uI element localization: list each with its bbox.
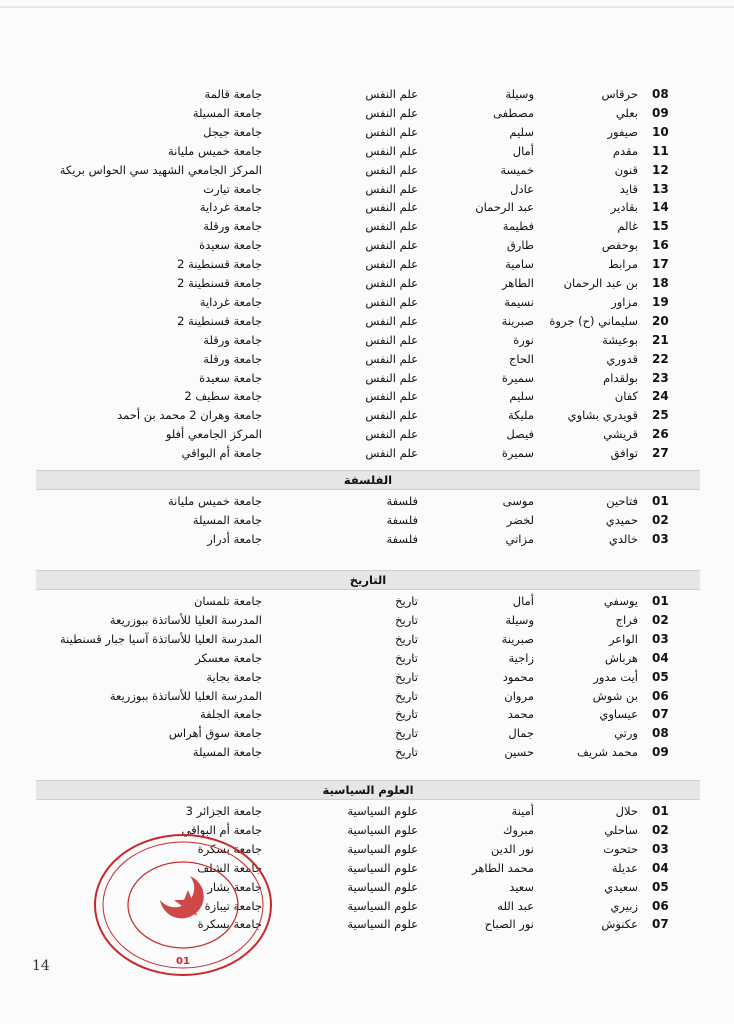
last-name: كفان [614, 389, 638, 404]
last-name: قويدري بشاوي [567, 408, 638, 423]
section-header [36, 570, 700, 590]
first-name: سميرة [501, 370, 534, 385]
stamp-number: 01 [176, 956, 190, 967]
institution: جامعة غرداية [199, 200, 262, 215]
row-number: 09 [652, 105, 669, 120]
list-row [0, 705, 734, 723]
row-number: 09 [652, 745, 669, 760]
first-name: الطاهر [501, 276, 534, 290]
last-name: محمد شريف [576, 745, 638, 760]
last-name: حميدي [605, 512, 638, 527]
first-name: لخضر [506, 512, 534, 527]
last-name: بولقدام [603, 370, 638, 385]
first-name: نورة [513, 332, 534, 347]
last-name: بن عبد الرحمان [563, 276, 638, 290]
section-title: العلوم السياسية [322, 783, 414, 797]
first-name: نور الدين [490, 841, 534, 856]
first-name: طارق [506, 238, 534, 253]
list-row [0, 425, 734, 443]
first-name: أمال [512, 143, 534, 158]
row-number: 15 [652, 219, 669, 234]
institution: جامعة خميس مليانة [168, 143, 262, 158]
row-number: 01 [652, 494, 669, 508]
last-name: قنون [614, 162, 638, 177]
list-row [0, 802, 734, 820]
section-header [36, 780, 700, 800]
last-name: ساحلي [604, 822, 638, 837]
institution: جامعة ورقلة [203, 332, 262, 347]
list-row [0, 743, 734, 761]
first-name: سميرة [501, 446, 534, 461]
row-number: 26 [652, 427, 669, 442]
first-name: جمال [508, 726, 534, 741]
last-name: هرباش [604, 650, 638, 665]
institution: جامعة وهران 2 محمد بن أحمد [117, 408, 262, 423]
list-row [0, 406, 734, 424]
list-row [0, 387, 734, 405]
first-name: زاجية [508, 650, 534, 665]
institution: المركز الجامعي الشهيد سي الحواس بريكة [59, 162, 262, 177]
institution: جامعة الجزائر 3 [185, 804, 262, 818]
last-name: بن شوش [592, 688, 638, 703]
list-row [0, 293, 734, 311]
first-name: محمود [502, 669, 534, 684]
first-name: عبد الرحمان [475, 200, 534, 215]
row-number: 08 [652, 726, 669, 741]
list-row [0, 592, 734, 610]
specialty: علم النفس [365, 427, 418, 442]
last-name: الواعر [608, 631, 638, 646]
row-number: 03 [652, 531, 669, 546]
row-number: 16 [652, 238, 669, 253]
institution: جامعة تيبازة [204, 898, 262, 913]
last-name: بوعيشة [602, 332, 638, 347]
institution: جامعة قالمة [204, 87, 262, 101]
specialty: علوم السياسية [347, 917, 418, 932]
list-row [0, 369, 734, 387]
specialty: علم النفس [365, 294, 418, 309]
row-number: 01 [652, 594, 669, 608]
specialty: علم النفس [365, 124, 418, 139]
specialty: فلسفة [386, 531, 418, 546]
institution: المدرسة العليا للأساتذة آسيا جبار قسنطينة [59, 631, 262, 646]
list-row [0, 180, 734, 198]
last-name: عديلة [611, 860, 638, 875]
specialty: علوم السياسية [347, 879, 418, 894]
first-name: موسى [502, 494, 534, 508]
institution: جامعة بسكرة [197, 841, 262, 856]
last-name: بقادير [610, 200, 638, 215]
specialty: تاريخ [395, 707, 418, 722]
specialty: فلسفة [386, 512, 418, 527]
specialty: تاريخ [395, 594, 418, 608]
specialty: علوم السياسية [347, 822, 418, 837]
last-name: فتاحين [606, 494, 638, 508]
specialty: علوم السياسية [347, 841, 418, 856]
list-row [0, 350, 734, 368]
list-row [0, 312, 734, 330]
institution: جامعة سطيف 2 [184, 389, 262, 404]
last-name: ورتي [614, 726, 638, 741]
specialty: علم النفس [365, 219, 418, 234]
specialty: تاريخ [395, 745, 418, 760]
first-name: صبرينة [501, 313, 534, 328]
institution: جامعة سوق أهراس [168, 726, 262, 741]
specialty: تاريخ [395, 612, 418, 627]
last-name: زبيري [610, 898, 638, 913]
row-number: 17 [652, 257, 669, 272]
specialty: علوم السياسية [347, 860, 418, 875]
institution: جامعة ورقلة [203, 219, 262, 234]
institution: جامعة قسنطينة 2 [177, 313, 262, 328]
specialty: علم النفس [365, 313, 418, 328]
first-name: مصطفى [493, 105, 534, 120]
first-name: مزاتي [505, 531, 534, 546]
institution: جامعة بسكرة [197, 917, 262, 932]
last-name: فراج [615, 612, 638, 627]
last-name: صيفور [607, 124, 638, 139]
last-name: بوحفص [601, 238, 638, 253]
row-number: 03 [652, 631, 669, 646]
section-title: الفلسفة [343, 473, 393, 487]
institution: جامعة الشلف [197, 860, 262, 875]
last-name: توافق [610, 446, 638, 461]
institution: جامعة معسكر [195, 650, 262, 665]
last-name: مرابط [608, 257, 638, 272]
first-name: عادل [510, 181, 534, 196]
specialty: علم النفس [365, 276, 418, 290]
institution: جامعة أم البواقي [181, 446, 262, 461]
first-name: أمينة [511, 804, 534, 818]
institution: جامعة تيارت [203, 181, 262, 196]
specialty: علم النفس [365, 200, 418, 215]
row-number: 05 [652, 669, 669, 684]
row-number: 04 [652, 860, 669, 875]
institution: جامعة قسنطينة 2 [177, 276, 262, 290]
last-name: يوسفي [603, 594, 638, 608]
last-name: قدوري [606, 351, 638, 366]
row-number: 11 [652, 143, 669, 158]
institution: جامعة المسيلة [192, 105, 262, 120]
section-header [36, 470, 700, 490]
list-row [0, 85, 734, 103]
first-name: سامية [505, 257, 534, 272]
first-name: فيصل [506, 427, 534, 442]
institution: جامعة خميس مليانة [168, 494, 262, 508]
last-name: بعلي [615, 105, 638, 120]
institution: جامعة الجلفة [199, 707, 262, 722]
institution: جامعة ورقلة [203, 351, 262, 366]
specialty: فلسفة [386, 494, 418, 508]
list-row [0, 668, 734, 686]
specialty: علم النفس [365, 408, 418, 423]
last-name: قريشي [603, 427, 638, 442]
last-name: أيت مدور [593, 669, 638, 684]
list-row [0, 687, 734, 705]
institution: جامعة أدرار [207, 531, 262, 546]
last-name: سليماني (ح) جروة [549, 313, 638, 328]
institution: جامعة سعيدة [199, 370, 262, 385]
row-number: 06 [652, 688, 669, 703]
list-row [0, 123, 734, 141]
first-name: سعيد [509, 879, 534, 894]
list-row [0, 331, 734, 349]
first-name: أمال [512, 594, 534, 608]
last-name: خالدي [608, 531, 638, 546]
specialty: علوم السياسية [347, 804, 418, 818]
specialty: تاريخ [395, 726, 418, 741]
first-name: نور الصباح [484, 917, 534, 932]
list-row [0, 104, 734, 122]
row-number: 24 [652, 389, 669, 404]
list-row [0, 274, 734, 292]
first-name: محمد [507, 707, 534, 722]
specialty: تاريخ [395, 650, 418, 665]
list-row [0, 161, 734, 179]
first-name: وسيلة [505, 87, 534, 101]
list-row [0, 511, 734, 529]
row-number: 05 [652, 879, 669, 894]
institution: جامعة تلمسان [193, 594, 262, 608]
first-name: فطيمة [502, 219, 534, 234]
list-row [0, 236, 734, 254]
last-name: سعيدي [604, 879, 638, 894]
row-number: 02 [652, 612, 669, 627]
row-number: 06 [652, 898, 669, 913]
row-number: 20 [652, 313, 669, 328]
row-number: 27 [652, 446, 669, 461]
first-name: وسيلة [505, 612, 534, 627]
institution: جامعة أم البواقي [181, 822, 262, 837]
last-name: عيساوي [599, 707, 638, 722]
row-number: 19 [652, 294, 669, 309]
list-row [0, 255, 734, 273]
specialty: علم النفس [365, 143, 418, 158]
last-name: عكنوش [601, 917, 638, 932]
first-name: مبروك [502, 822, 534, 837]
first-name: نسيمة [504, 294, 534, 309]
first-name: خميسة [500, 162, 534, 177]
last-name: غالم [617, 219, 638, 234]
institution: المركز الجامعي أفلو [165, 427, 262, 442]
row-number: 07 [652, 917, 669, 932]
institution: جامعة جيجل [203, 124, 262, 139]
official-stamp [88, 830, 278, 980]
list-row [0, 198, 734, 216]
list-row [0, 530, 734, 548]
list-row [0, 444, 734, 462]
section-title: التاريخ [349, 573, 387, 587]
row-number: 04 [652, 650, 669, 665]
first-name: الحاج [508, 351, 534, 366]
institution: جامعة بشار [207, 879, 262, 894]
first-name: حسين [504, 745, 534, 760]
row-number: 01 [652, 804, 669, 818]
row-number: 21 [652, 332, 669, 347]
row-number: 22 [652, 351, 669, 366]
first-name: سليم [509, 124, 534, 139]
institution: جامعة سعيدة [199, 238, 262, 253]
first-name: مليكة [508, 408, 534, 423]
list-row [0, 142, 734, 160]
list-row [0, 492, 734, 510]
specialty: علم النفس [365, 446, 418, 461]
first-name: صبرينة [501, 631, 534, 646]
row-number: 10 [652, 124, 669, 139]
specialty: علم النفس [365, 105, 418, 120]
row-number: 03 [652, 841, 669, 856]
first-name: عبد الله [497, 898, 534, 913]
specialty: علم النفس [365, 389, 418, 404]
list-row [0, 611, 734, 629]
last-name: حرقاس [601, 87, 638, 101]
row-number: 07 [652, 707, 669, 722]
last-name: مقدم [612, 143, 638, 158]
specialty: علم النفس [365, 181, 418, 196]
institution: جامعة المسيلة [192, 745, 262, 760]
page-number: 14 [32, 958, 50, 974]
list-row [0, 649, 734, 667]
specialty: علم النفس [365, 257, 418, 272]
scan-edge [0, 6, 734, 8]
row-number: 23 [652, 370, 669, 385]
first-name: محمد الطاهر [472, 860, 534, 875]
specialty: تاريخ [395, 631, 418, 646]
last-name: قايد [619, 181, 638, 196]
specialty: تاريخ [395, 669, 418, 684]
row-number: 18 [652, 276, 669, 290]
first-name: سليم [509, 389, 534, 404]
row-number: 12 [652, 162, 669, 177]
specialty: علم النفس [365, 162, 418, 177]
row-number: 02 [652, 512, 669, 527]
last-name: مزاور [611, 294, 638, 309]
institution: جامعة المسيلة [192, 512, 262, 527]
specialty: علم النفس [365, 351, 418, 366]
first-name: مروان [504, 688, 534, 703]
specialty: علم النفس [365, 332, 418, 347]
specialty: علم النفس [365, 87, 418, 101]
specialty: علم النفس [365, 238, 418, 253]
institution: المدرسة العليا للأساتذة ببوزريعة [109, 612, 262, 627]
row-number: 02 [652, 822, 669, 837]
specialty: تاريخ [395, 688, 418, 703]
specialty: علوم السياسية [347, 898, 418, 913]
specialty: علم النفس [365, 370, 418, 385]
institution: المدرسة العليا للأساتذة ببوزريعة [109, 688, 262, 703]
list-row [0, 217, 734, 235]
institution: جامعة غرداية [199, 294, 262, 309]
row-number: 13 [652, 181, 669, 196]
institution: جامعة بجاية [206, 669, 262, 684]
institution: جامعة قسنطينة 2 [177, 257, 262, 272]
row-number: 25 [652, 408, 669, 423]
list-row [0, 724, 734, 742]
list-row [0, 630, 734, 648]
last-name: حلال [615, 804, 638, 818]
last-name: حتحوت [603, 841, 638, 856]
row-number: 08 [652, 87, 669, 101]
row-number: 14 [652, 200, 669, 215]
